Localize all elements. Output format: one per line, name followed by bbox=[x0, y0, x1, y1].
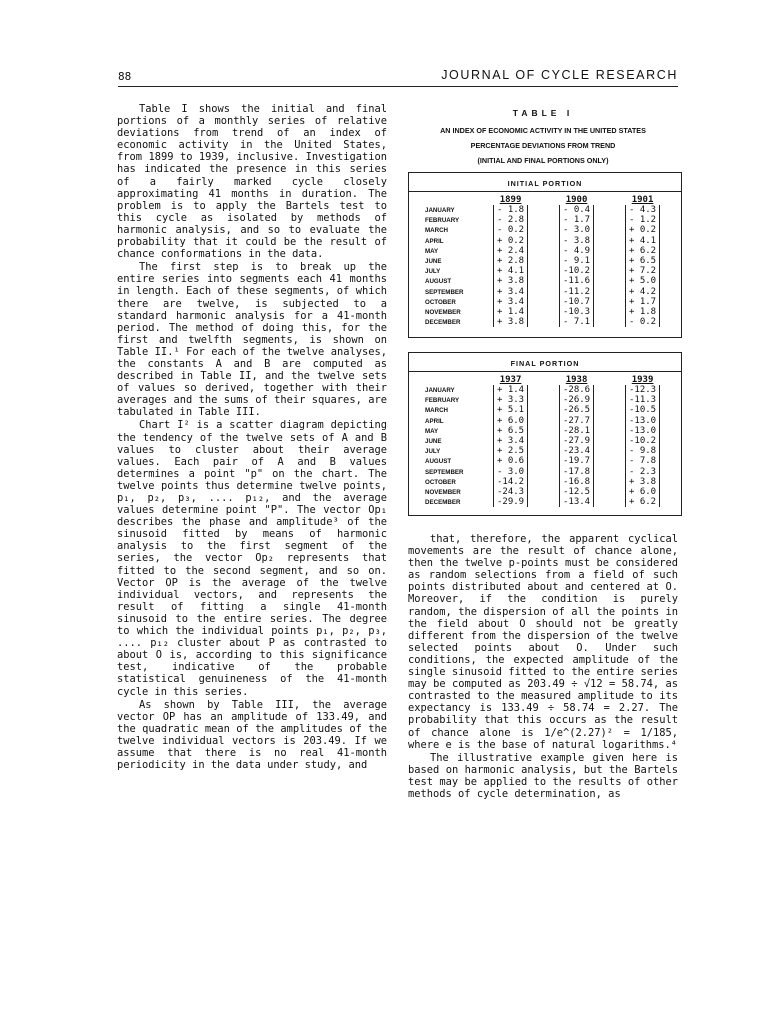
section-title: INITIAL PORTION bbox=[507, 179, 583, 188]
month-label: MAY bbox=[425, 427, 439, 435]
table-cell: + 1.8 bbox=[629, 306, 657, 317]
table-cell: + 0.6 bbox=[497, 456, 525, 467]
table-cell: - 9.1 bbox=[563, 255, 591, 266]
table-cell: - 0.2 bbox=[497, 225, 525, 236]
month-label: AUGUST bbox=[425, 278, 452, 286]
section-title: FINAL PORTION bbox=[510, 359, 580, 368]
table-cell: -10.7 bbox=[563, 296, 591, 307]
table-cell: -11.3 bbox=[629, 395, 657, 406]
table-cell: + 4.1 bbox=[497, 266, 525, 277]
table-cell: - 9.8 bbox=[629, 446, 657, 457]
table-cell: - 7.1 bbox=[563, 317, 591, 328]
month-label: NOVEMBER bbox=[425, 308, 461, 316]
table-cell: + 7.2 bbox=[629, 266, 657, 277]
table-cell: + 6.0 bbox=[497, 415, 525, 426]
table-cell: + 1.4 bbox=[497, 385, 525, 395]
table-cell: -12.5 bbox=[563, 486, 591, 497]
table-cell: + 3.4 bbox=[497, 435, 525, 446]
month-label: APRIL bbox=[425, 417, 444, 425]
table-cell: -17.8 bbox=[563, 466, 591, 477]
table-cell: -12.3 bbox=[629, 385, 657, 395]
table-cell: + 5.1 bbox=[497, 405, 525, 416]
table-cell: - 3.0 bbox=[563, 225, 591, 236]
paragraph: The first step is to break up the entire series into segments each 41 months in length. Each of these segments, of which there are twelve, is subjected to a standard harmonic analysis for a 41-month period. The method of doing this, for the first and twelfth segments, is shown on Table II.¹ For each of the twelve analyses, the constants A and B are computed as described in Table II, and the twelve sets of values so derived, together with their averages and the sums of their squares, are tabulated in Table III. bbox=[117, 261, 387, 419]
table-cell: -11.2 bbox=[563, 286, 591, 297]
year-header: 1899 bbox=[499, 195, 522, 205]
table-cell: - 7.8 bbox=[629, 456, 657, 467]
table-cell: -26.5 bbox=[563, 405, 591, 416]
year-column bbox=[559, 195, 594, 327]
month-label: AUGUST bbox=[425, 458, 452, 466]
table-cell: + 1.4 bbox=[497, 306, 525, 317]
month-label: FEBRUARY bbox=[425, 217, 460, 225]
table-caption-line3: (INITIAL AND FINAL PORTIONS ONLY) bbox=[477, 156, 609, 165]
table-cell: + 5.0 bbox=[629, 276, 657, 287]
year-column bbox=[559, 375, 594, 507]
month-label: JUNE bbox=[425, 437, 442, 445]
table-label: TABLE I bbox=[512, 108, 574, 118]
final-portion-table bbox=[408, 352, 682, 516]
table-cell: -16.8 bbox=[563, 476, 591, 487]
table-cell: + 2.5 bbox=[497, 446, 525, 457]
month-label: FEBRUARY bbox=[425, 397, 460, 405]
table-cell: -13.4 bbox=[563, 497, 591, 508]
year-header: 1937 bbox=[499, 375, 522, 385]
year-column bbox=[493, 195, 528, 327]
right-column bbox=[408, 533, 678, 800]
table-cell: - 4.3 bbox=[629, 205, 657, 215]
table-cell: + 1.7 bbox=[629, 296, 657, 307]
page-header bbox=[118, 68, 678, 87]
year-header: 1901 bbox=[631, 195, 654, 205]
month-label: MARCH bbox=[425, 227, 449, 235]
month-label: JANUARY bbox=[425, 387, 455, 394]
table-cell: + 4.1 bbox=[629, 235, 657, 246]
table-cell: -27.7 bbox=[563, 415, 591, 426]
month-label: MAY bbox=[425, 247, 439, 255]
paragraph: Chart I² is a scatter diagram depicting the tendency of the twelve sets of A and B values to cluster about their average values. Each pair of A and B values determines a point "p" on the chart. The twelve points thus determine twelve points, p₁, p₂, p₃, .... p₁₂, and the average values determine point "P". The vector Op₁ describes the phase and amplitude³ of the sinusoid fitted by means of harmonic analysis to the first segment of the series, the vector Op₂ represents that fitted to the second segment, and so on. Vector OP is the average of the twelve individual vectors, and represents the result of fitting a single 41-month sinusoid to the entire series. The degree to which the individual points p₁, p₂, p₃, .... p₁₂ cluster about P as contrasted to about O is, according to this significance test, indicative of the probable statistical genuineness of the 41-month cycle in this series. bbox=[117, 419, 387, 698]
table-cell: -27.9 bbox=[563, 435, 591, 446]
month-label: OCTOBER bbox=[425, 478, 456, 486]
month-label: MARCH bbox=[425, 407, 449, 415]
table-cell: + 3.8 bbox=[497, 317, 525, 328]
table-cell: + 3.8 bbox=[629, 476, 657, 487]
month-label: JANUARY bbox=[425, 207, 455, 214]
table-cell: - 2.3 bbox=[629, 466, 657, 477]
month-labels bbox=[425, 206, 491, 328]
table-cell: -29.9 bbox=[497, 497, 525, 508]
month-label: APRIL bbox=[425, 237, 444, 245]
table-caption-line1: AN INDEX OF ECONOMIC ACTIVITY IN THE UNITED STATES bbox=[440, 126, 646, 135]
table-cell: - 0.4 bbox=[563, 205, 591, 215]
table-cell: + 0.2 bbox=[629, 225, 657, 236]
journal-title: JOURNAL OF CYCLE RESEARCH bbox=[441, 68, 678, 82]
table-cell: -26.9 bbox=[563, 395, 591, 406]
table-cell: -14.2 bbox=[497, 476, 525, 487]
year-header: 1938 bbox=[565, 375, 588, 385]
month-label: JULY bbox=[425, 268, 441, 276]
table-cell: - 1.7 bbox=[563, 215, 591, 226]
month-labels bbox=[425, 386, 491, 508]
table-cell: + 6.0 bbox=[629, 486, 657, 497]
table-cell: + 0.2 bbox=[497, 235, 525, 246]
table-cell: + 3.8 bbox=[497, 276, 525, 287]
table-cell: - 0.2 bbox=[629, 317, 657, 328]
table-cell: + 6.5 bbox=[497, 425, 525, 436]
month-label: SEPTEMBER bbox=[425, 468, 464, 476]
table-cell: + 6.5 bbox=[629, 255, 657, 266]
table-cell: + 2.4 bbox=[497, 245, 525, 256]
month-label: DECEMBER bbox=[425, 499, 461, 507]
table-cell: -28.6 bbox=[563, 385, 591, 395]
table-cell: -28.1 bbox=[563, 425, 591, 436]
paragraph: The illustrative example given here is based on harmonic analysis, but the Bartels test may be applied to the results of other methods of cycle determination, as bbox=[408, 751, 678, 800]
table-cell: + 3.3 bbox=[497, 395, 525, 406]
table-cell: -13.0 bbox=[629, 425, 657, 436]
year-header: 1900 bbox=[565, 195, 588, 205]
table-cell: - 3.0 bbox=[497, 466, 525, 477]
section-divider bbox=[409, 371, 681, 372]
table-cell: - 4.9 bbox=[563, 245, 591, 256]
paragraph: that, therefore, the apparent cyclical movements are the result of chance alone, then the twelve p-points must be considered as random selections from a field of such points distributed about and centered at O. Moreover, if the condition is purely random, the dispersion of all the points in the field about O should not be greatly different from the dispersion of the twelve selected points about O. Under such conditions, the expected amplitude of the single sinusoid fitted to the entire series may be computed as 203.49 ÷ √12 = 58.74, as contrasted to the measured amplitude to its expectancy is 133.49 ÷ 58.74 = 2.27. The probability that this occurs as the result of chance alone is 1/e^(2.27)² = 1/185, where e is the base of natural logarithms.⁴ bbox=[408, 533, 678, 751]
table-cell: + 4.2 bbox=[629, 286, 657, 297]
table-cell: - 2.8 bbox=[497, 215, 525, 226]
table-cell: + 6.2 bbox=[629, 497, 657, 508]
paragraph: As shown by Table III, the average vector OP has an amplitude of 133.49, and the quadratic mean of the amplitudes of the twelve individual vectors is 203.49. If we assume that there is no real 41-month periodicity in the data under study, and bbox=[117, 698, 387, 772]
table-cell: -10.3 bbox=[563, 306, 591, 317]
table-cell: + 3.4 bbox=[497, 286, 525, 297]
table-cell: -11.6 bbox=[563, 276, 591, 287]
table-cell: + 2.8 bbox=[497, 255, 525, 266]
table-cell: - 1.8 bbox=[497, 205, 525, 215]
table-cell: - 1.2 bbox=[629, 215, 657, 226]
table-cell: + 3.4 bbox=[497, 296, 525, 307]
table-cell: -10.2 bbox=[563, 266, 591, 277]
year-column bbox=[625, 375, 660, 507]
year-column bbox=[625, 195, 660, 327]
table-cell: -10.5 bbox=[629, 405, 657, 416]
page-number: 88 bbox=[118, 70, 132, 83]
year-header: 1939 bbox=[631, 375, 654, 385]
table-cell: -10.2 bbox=[629, 435, 657, 446]
table-caption-line2: PERCENTAGE DEVIATIONS FROM TREND bbox=[470, 141, 616, 150]
table-cell: -13.0 bbox=[629, 415, 657, 426]
table-cell: + 6.2 bbox=[629, 245, 657, 256]
month-label: OCTOBER bbox=[425, 298, 456, 306]
month-label: JULY bbox=[425, 448, 441, 456]
month-label: JUNE bbox=[425, 257, 442, 265]
year-column bbox=[493, 375, 528, 507]
paragraph: Table I shows the initial and final portions of a monthly series of relative deviations from trend of an index of economic activity in the United States, from 1899 to 1939, inclusive. Investigation has indicated the presence in this series of a fairly marked cycle closely approximating 41 months in duration. The problem is to apply the Bartels test to this cycle as isolated by methods of harmonic analysis, and so to evaluate the probability that it could be the result of chance conformations in the data. bbox=[117, 103, 387, 261]
month-label: NOVEMBER bbox=[425, 488, 461, 496]
left-column bbox=[117, 103, 387, 771]
table-cell: -24.3 bbox=[497, 486, 525, 497]
table-cell: -19.7 bbox=[563, 456, 591, 467]
initial-portion-table bbox=[408, 172, 682, 338]
month-label: SEPTEMBER bbox=[425, 288, 464, 296]
table-cell: -23.4 bbox=[563, 446, 591, 457]
table-cell: - 3.8 bbox=[563, 235, 591, 246]
section-divider bbox=[409, 191, 681, 192]
month-label: DECEMBER bbox=[425, 319, 461, 327]
